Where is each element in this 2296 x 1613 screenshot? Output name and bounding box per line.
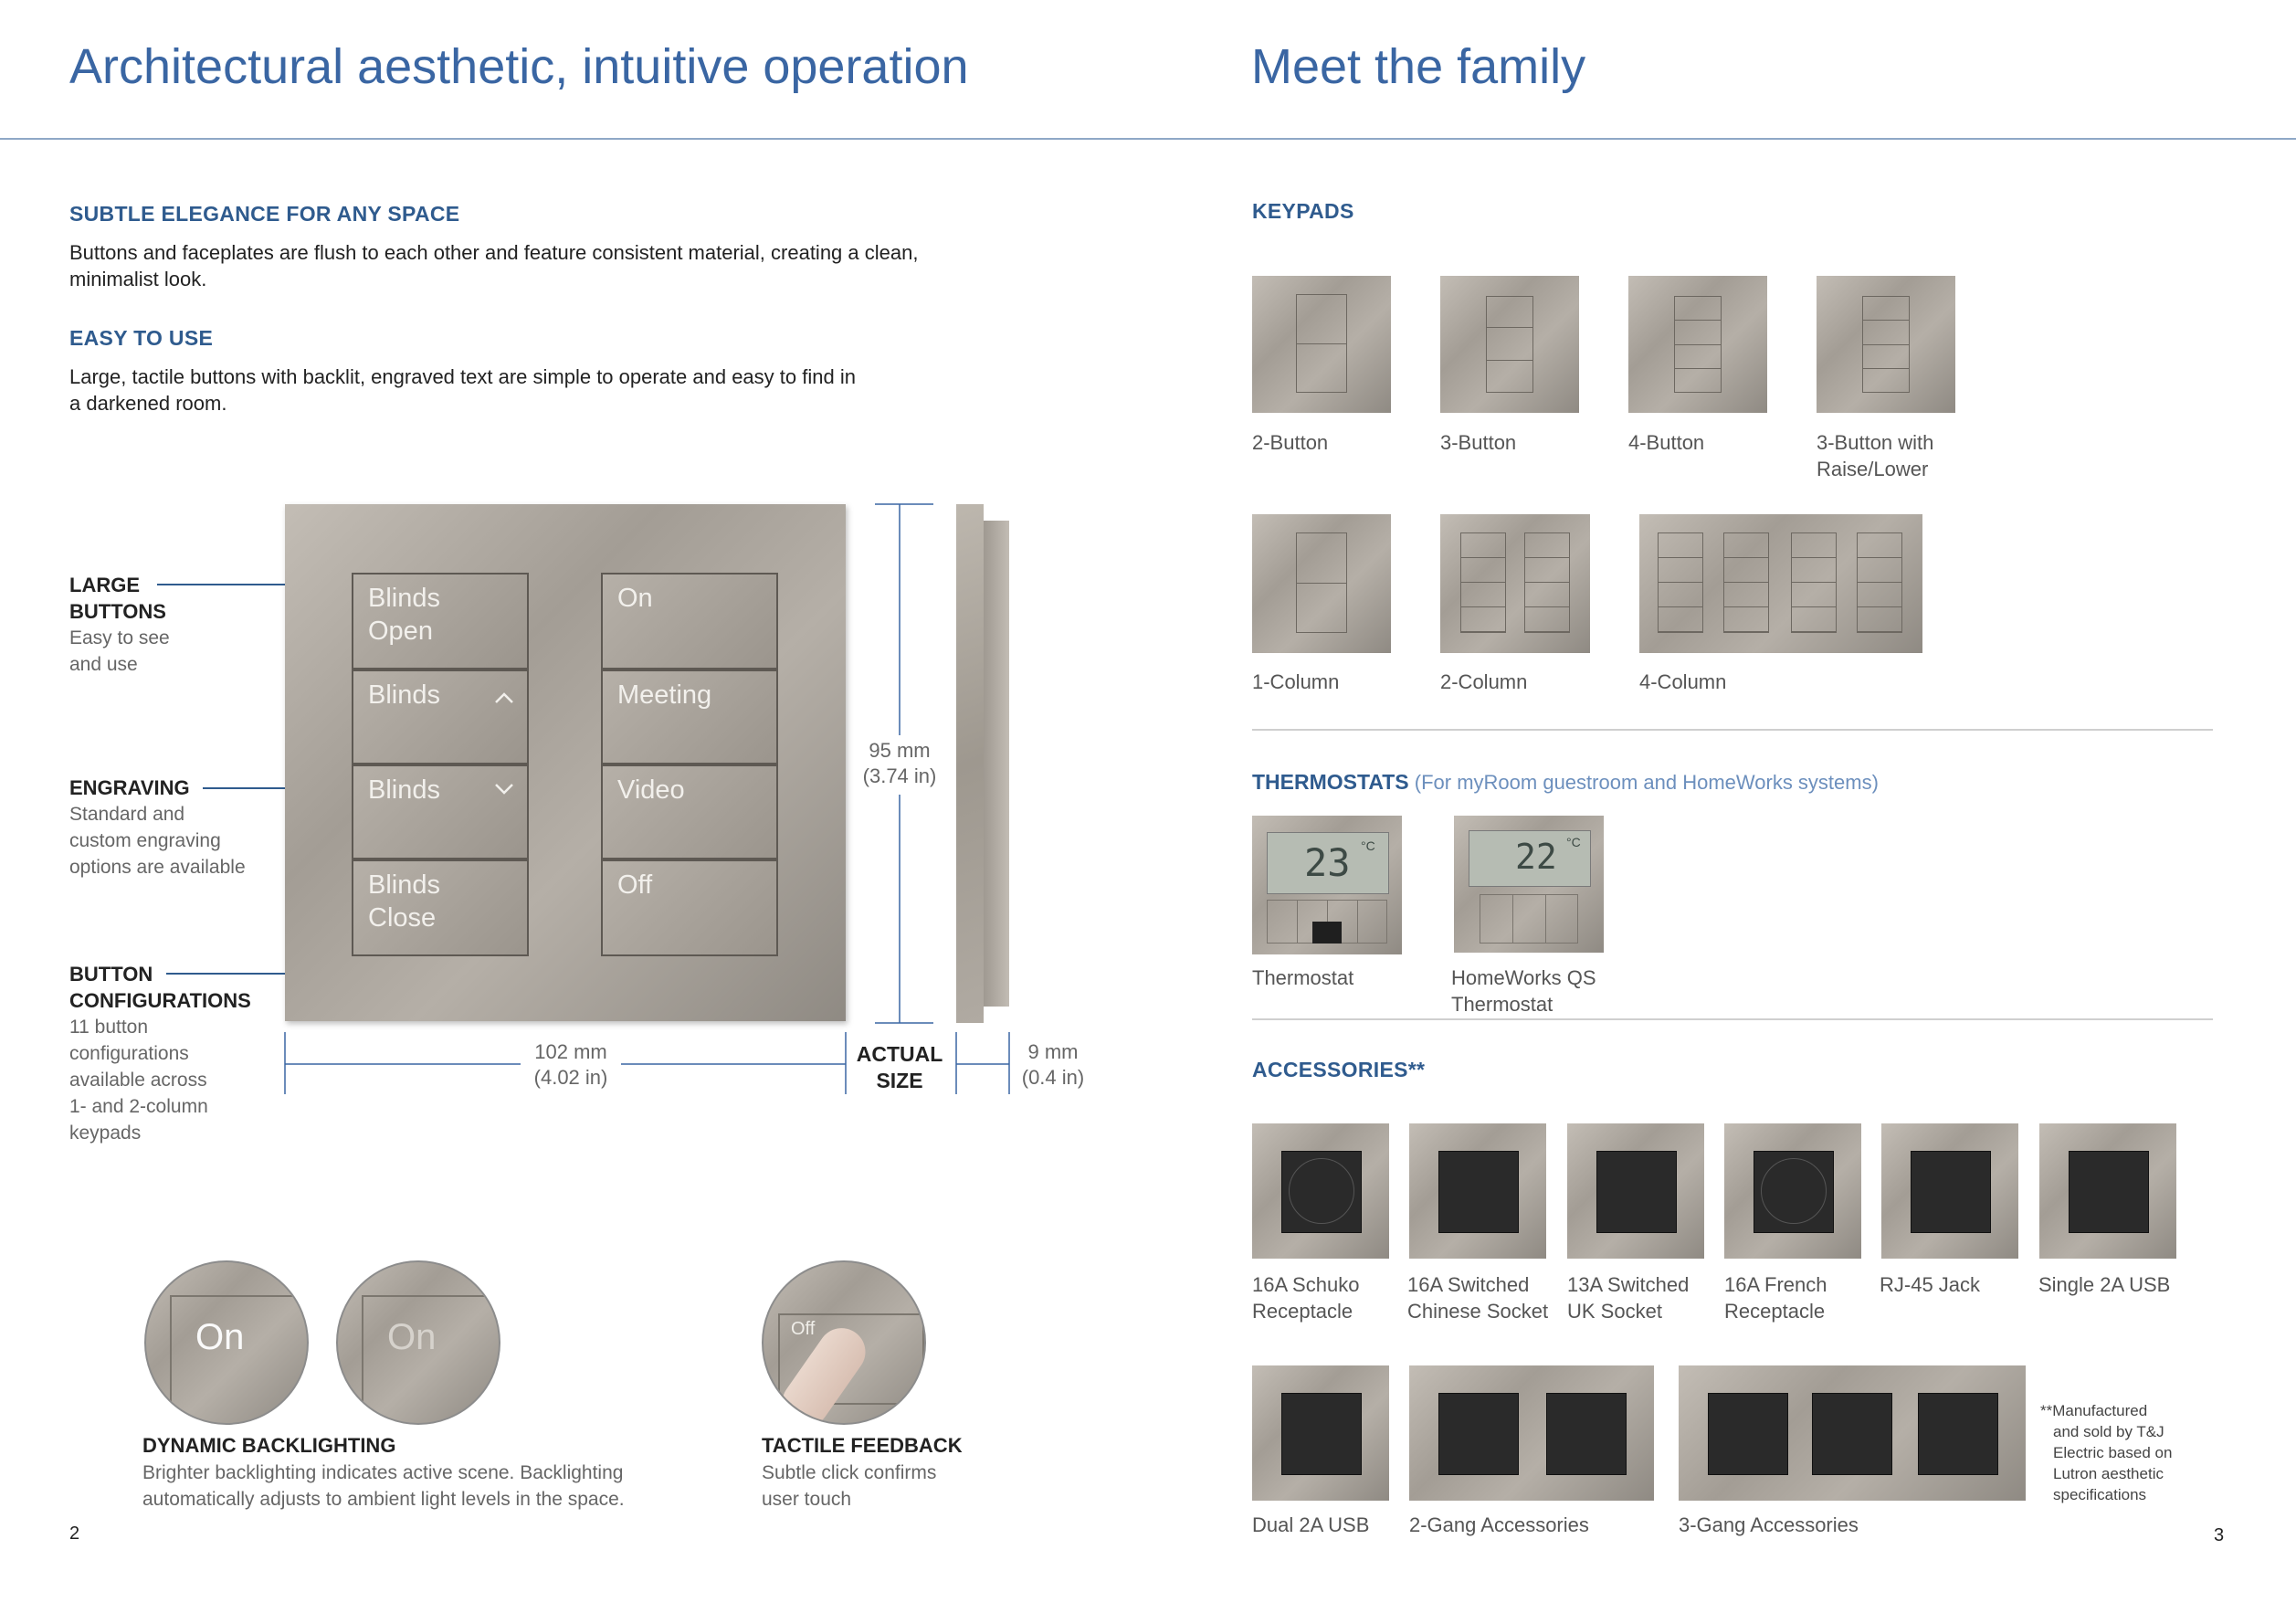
callout-large-buttons-desc-1: Easy to see: [69, 627, 170, 648]
divider-keypads: [1252, 729, 2213, 731]
backlight-label-dim: On: [387, 1317, 437, 1357]
thermostats-heading-title: THERMOSTATS: [1252, 770, 1409, 794]
left-page-title: Architectural aesthetic, intuitive operation: [69, 39, 969, 94]
keypad-label-1-column: 1-Column: [1252, 670, 1340, 693]
callout-config-title-2: CONFIGURATIONS: [69, 989, 251, 1012]
callout-engraving-desc-2: custom engraving: [69, 830, 221, 851]
accessory-label-french-receptacle: [1724, 1271, 1827, 1324]
actual-size-line-1: ACTUAL: [856, 1042, 943, 1066]
backlight-label-bright: On: [195, 1317, 245, 1357]
easy-to-use-line-2: a darkened room.: [69, 392, 227, 415]
page-number-right: 3: [2214, 1525, 2225, 1545]
tactile-feedback-line-2: user touch: [762, 1489, 852, 1510]
backlight-on-bright: [144, 1260, 309, 1425]
tactile-feedback-heading: TACTILE FEEDBACK: [762, 1434, 963, 1457]
subtle-elegance-line-1: Buttons and faceplates are flush to each other and feature consistent material, creating a clean,: [69, 241, 919, 264]
accessory-label-schuko-line-1: 16A Schuko: [1252, 1273, 1360, 1296]
button-label: Blinds: [368, 584, 440, 613]
button-label: Open: [368, 617, 433, 646]
homeworks-thermostat-thumb: [1454, 816, 1604, 953]
tactile-label-off: Off: [791, 1319, 816, 1339]
divider-thermostats: [1252, 1018, 2213, 1020]
accessory-label-schuko-line-2: Receptacle: [1252, 1300, 1353, 1323]
dimension-depth-in: (0.4 in): [1021, 1066, 1085, 1089]
page-number-left: 2: [69, 1523, 80, 1544]
homeworks-thermostat-label: [1451, 965, 1596, 1017]
section-heading-easy-to-use: EASY TO USE: [69, 326, 214, 350]
keypad-label-2-button: 2-Button: [1252, 431, 1329, 454]
keypad-thumb-4-button: [1628, 276, 1767, 413]
dimension-width: [511, 1039, 630, 1091]
callout-engraving-desc-3: options are available: [69, 857, 246, 878]
keypad-thumb-2-button: [1252, 276, 1391, 413]
accessory-label-schuko: [1252, 1271, 1359, 1324]
subtle-elegance-line-2: minimalist look.: [69, 268, 207, 290]
callout-config-desc-3: available across: [69, 1070, 207, 1091]
keypad-label-3-button-raise-lower-line-1: 3-Button with: [1817, 431, 1934, 454]
tactile-feedback-image: [762, 1260, 926, 1425]
manufacturer-footnote: [2040, 1400, 2172, 1505]
keypad-label-3-button-raise-lower-line-2: Raise/Lower: [1817, 458, 1929, 480]
accessory-thumb-single-usb: [2039, 1123, 2176, 1259]
dynamic-backlighting-line-1: Brighter backlighting indicates active scene. Backlighting: [142, 1462, 624, 1483]
keypad-label-3-button-raise-lower: [1817, 429, 1933, 482]
callout-config-desc-2: configurations: [69, 1043, 189, 1064]
footnote-line-1: **Manufactured: [2040, 1402, 2148, 1419]
keypad-label-4-button: 4-Button: [1628, 431, 1705, 454]
accessory-label-french-receptacle-line-2: Receptacle: [1724, 1300, 1826, 1323]
section-heading-subtle-elegance: SUBTLE ELEGANCE FOR ANY SPACE: [69, 202, 460, 226]
callout-config-title-1: BUTTON: [69, 963, 153, 986]
button-label: Meeting: [617, 680, 712, 710]
tactile-feedback-line-1: Subtle click confirms: [762, 1462, 937, 1483]
accessory-label-single-usb: Single 2A USB: [2038, 1273, 2171, 1296]
button-label: Close: [368, 903, 437, 933]
dynamic-backlighting-heading: DYNAMIC BACKLIGHTING: [142, 1434, 396, 1457]
accessory-thumb-2-gang: [1409, 1365, 1654, 1501]
dimension-width-mm: 102 mm: [534, 1040, 607, 1063]
keypad-thumb-3-button-raise-lower: [1817, 276, 1955, 413]
accessory-thumb-rj45-jack: [1881, 1123, 2018, 1259]
homeworks-thermostat-display-temp: 22: [1515, 837, 1557, 877]
accessory-thumb-uk-socket: [1567, 1123, 1704, 1259]
accessory-label-uk-socket-line-2: UK Socket: [1567, 1300, 1662, 1323]
homeworks-thermostat-label-line-2: Thermostat: [1451, 993, 1553, 1016]
dynamic-backlighting-text: [142, 1460, 625, 1513]
thermostat-thumb: [1252, 816, 1402, 954]
callout-engraving-title: ENGRAVING: [69, 776, 190, 799]
accessory-label-dual-usb: Dual 2A USB: [1252, 1513, 1370, 1536]
button-label: Blinds: [368, 775, 440, 805]
accessory-label-chinese-socket-line-2: Chinese Socket: [1407, 1300, 1549, 1323]
thermostat-label: Thermostat: [1252, 966, 1354, 989]
footnote-line-3: Electric based on: [2053, 1444, 2173, 1461]
accessories-heading: ACCESSORIES**: [1252, 1058, 1426, 1081]
easy-to-use-line-1: Large, tactile buttons with backlit, engraved text are simple to operate and easy to find in: [69, 365, 856, 388]
thermostat-display-unit: °C: [1361, 838, 1375, 853]
actual-size-line-2: SIZE: [876, 1069, 923, 1092]
footnote-line-2: and sold by T&J: [2053, 1423, 2164, 1440]
right-page-title: Meet the family: [1251, 39, 1586, 94]
backlight-on-dim: [336, 1260, 500, 1425]
thermostats-heading: [1252, 770, 1879, 795]
tactile-feedback-text: [762, 1460, 936, 1513]
dimension-height-mm: 95 mm: [869, 739, 931, 762]
callout-engraving-desc-1: Standard and: [69, 804, 185, 825]
button-label: Off: [617, 870, 653, 900]
thermostats-heading-subtitle: (For myRoom guestroom and HomeWorks systems): [1414, 771, 1879, 794]
accessory-label-french-receptacle-line-1: 16A French: [1724, 1273, 1827, 1296]
keypad-thumb-3-button: [1440, 276, 1579, 413]
footnote-line-4: Lutron aesthetic: [2053, 1465, 2164, 1482]
button-label: On: [617, 584, 653, 613]
accessory-label-uk-socket-line-1: 13A Switched: [1567, 1273, 1690, 1296]
thermostat-display-temp: 23: [1304, 840, 1351, 885]
keypads-heading: KEYPADS: [1252, 199, 1354, 223]
dimension-depth-mm: 9 mm: [1027, 1040, 1079, 1063]
accessory-thumb-french-receptacle: [1724, 1123, 1861, 1259]
button-label: Blinds: [368, 680, 440, 710]
accessory-thumb-schuko: [1252, 1123, 1389, 1259]
homeworks-thermostat-display-unit: °C: [1566, 835, 1581, 849]
accessory-label-2-gang: 2-Gang Accessories: [1409, 1513, 1589, 1536]
dimension-height: [840, 738, 959, 789]
dimension-width-in: (4.02 in): [533, 1066, 608, 1089]
callout-config-desc-5: keypads: [69, 1123, 142, 1144]
keypad-label-3-button: 3-Button: [1440, 431, 1517, 454]
footnote-line-5: specifications: [2053, 1486, 2147, 1503]
callout-large-buttons-title-2: BUTTONS: [69, 600, 166, 623]
homeworks-thermostat-display: [1469, 830, 1591, 887]
dimension-depth: [1012, 1039, 1094, 1091]
accessory-label-uk-socket: [1567, 1271, 1689, 1324]
keypad-label-4-column: 4-Column: [1639, 670, 1727, 693]
actual-size-label: [849, 1041, 950, 1094]
homeworks-thermostat-label-line-1: HomeWorks QS: [1451, 966, 1596, 989]
accessory-thumb-dual-usb: [1252, 1365, 1389, 1501]
accessory-thumb-chinese-socket: [1409, 1123, 1546, 1259]
dynamic-backlighting-line-2: automatically adjusts to ambient light levels in the space.: [142, 1489, 625, 1510]
accessory-label-chinese-socket: [1407, 1271, 1548, 1324]
keypad-label-2-column: 2-Column: [1440, 670, 1528, 693]
callout-large-buttons-title-1: LARGE: [69, 574, 140, 596]
keypad-thumb-1-column: [1252, 514, 1391, 653]
button-label: Blinds: [368, 870, 440, 900]
callout-config-desc-1: 11 button: [69, 1017, 149, 1038]
dimension-height-in: (3.74 in): [862, 764, 937, 787]
accessory-label-3-gang: 3-Gang Accessories: [1679, 1513, 1859, 1536]
callout-large-buttons-desc-2: and use: [69, 654, 138, 675]
button-label: Video: [617, 775, 685, 805]
keypad-thumb-4-column: [1639, 514, 1922, 653]
keypad-thumb-2-column: [1440, 514, 1590, 653]
accessory-label-chinese-socket-line-1: 16A Switched: [1407, 1273, 1530, 1296]
accessory-label-rj45-jack: RJ-45 Jack: [1880, 1273, 1981, 1296]
thermostat-display: [1267, 832, 1389, 894]
accessory-thumb-3-gang: [1679, 1365, 2026, 1501]
callout-config-desc-4: 1- and 2-column: [69, 1096, 208, 1117]
